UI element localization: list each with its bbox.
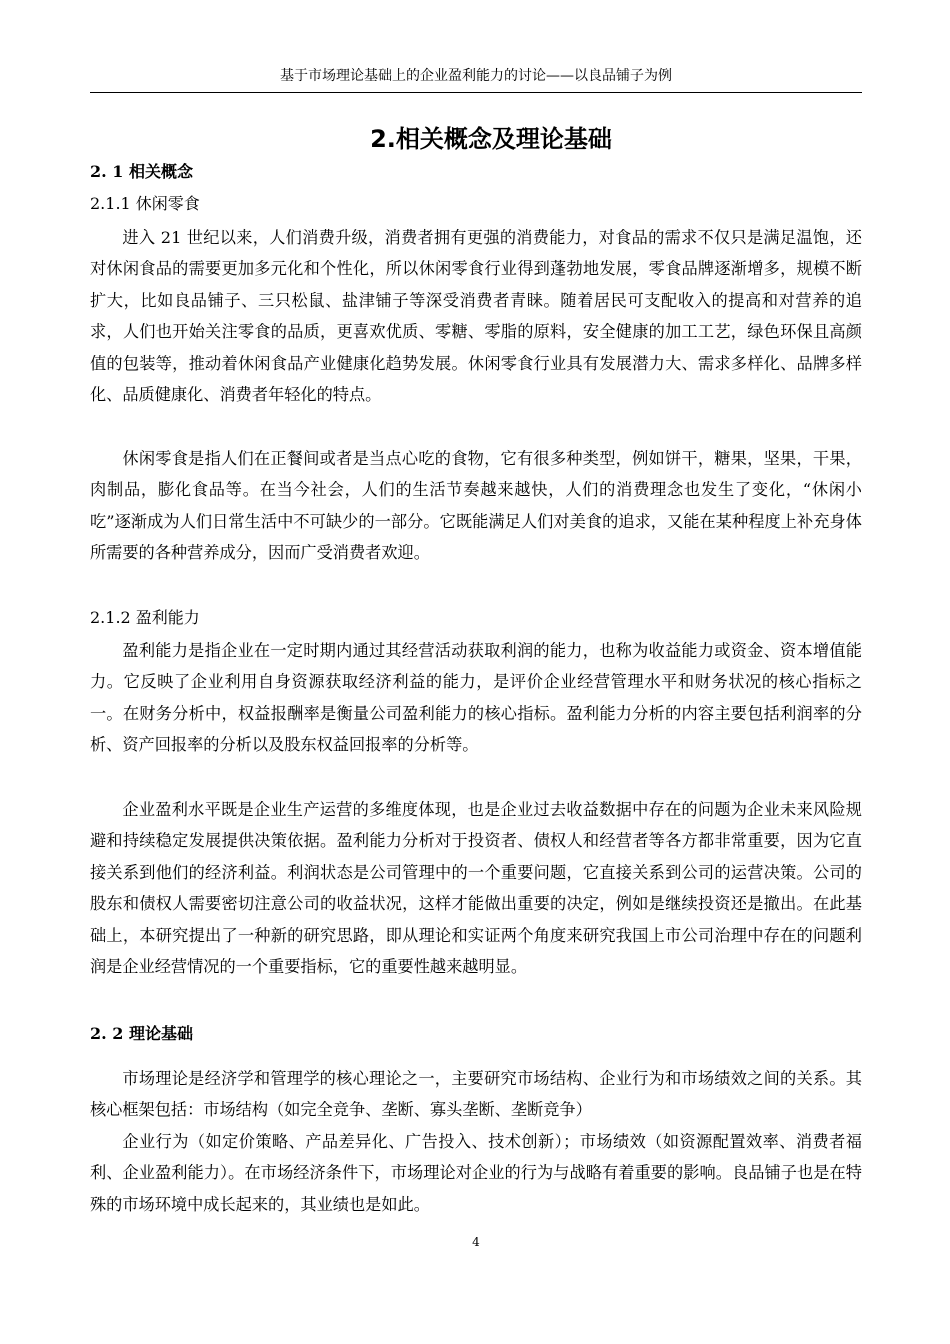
chapter-title: 2.相关概念及理论基础	[370, 125, 612, 153]
paragraph-profitability-1: 盈利能力是指企业在一定时期内通过其经营活动获取利润的能力，也称为收益能力或资金、资本增值能力。它反映了企业利用自身资源获取经济利益的能力，是评价企业经营管理水平和财务状况的核心指标之一。在财务分析中，权益报酬率是衡量公司盈利能力的核心指标。盈利能力分析的内容主要包括利润率的分析、资产回报率的分析以及股东权益回报率的分析等。	[90, 641, 862, 755]
section-heading-2-1-1: 2.1.1 休闲零食	[90, 194, 200, 213]
section-heading-2-1: 2. 1 相关概念	[90, 162, 193, 181]
paragraph-market-theory-b: 企业行为（如定价策略、产品差异化、广告投入、技术创新）；市场绩效（如资源配置效率、消费者福利、企业盈利能力）。在市场经济条件下，市场理论对企业的行为与战略有着重要的影响。良品铺子也是在特殊的市场环境中成长起来的，其业绩也是如此。	[90, 1132, 862, 1214]
paragraph-profitability-2: 企业盈利水平既是企业生产运营的多维度体现，也是企业过去收益数据中存在的问题为企业未来风险规避和持续稳定发展提供决策依据。盈利能力分析对于投资者、债权人和经营者等各方都非常重要，因为它直接关系到他们的经济利益。利润状态是公司管理中的一个重要问题，它直接关系到公司的运营决策。公司的股东和债权人需要密切注意公司的收益状况，这样才能做出重要的决定，例如是继续投资还是撤出。在此基础上，本研究提出了一种新的研究思路，即从理论和实证两个角度来研究我国上市公司治理中存在的问题利润是企业经营情况的一个重要指标，它的重要性越来越明显。	[90, 800, 862, 977]
section-heading-2-1-2: 2.1.2 盈利能力	[90, 608, 200, 627]
page-number: 4	[472, 1235, 480, 1249]
header-rule	[90, 92, 862, 93]
paragraph-snacks-2: 休闲零食是指人们在正餐间或者是当点心吃的食物，它有很多种类型，例如饼干，糖果，坚果，干果，肉制品，膨化食品等。在当今社会，人们的生活节奏越来越快，人们的消费理念也发生了变化，“休闲小吃”逐渐成为人们日常生活中不可缺少的一部分。它既能满足人们对美食的追求，又能在某种程度上补充身体所需要的各种营养成分，因而广受消费者欢迎。	[90, 449, 862, 563]
paragraph-snacks-1: 进入 21 世纪以来，人们消费升级，消费者拥有更强的消费能力，对食品的需求不仅只是满足温饱，还对休闲食品的需要更加多元化和个性化，所以休闲零食行业得到蓬勃地发展，零食品牌逐渐增多，规模不断扩大，比如良品铺子、三只松鼠、盐津铺子等深受消费者青睐。随着居民可支配收入的提高和对营养的追求，人们也开始关注零食的品质，更喜欢优质、零糖、零脂的原料，安全健康的加工工艺，绿色环保且高颜值的包装等，推动着休闲食品产业健康化趋势发展。休闲零食行业具有发展潜力大、需求多样化、品牌多样化、品质健康化、消费者年轻化的特点。	[90, 228, 862, 405]
section-heading-2-2: 2. 2 理论基础	[90, 1024, 193, 1043]
paragraph-market-theory-a: 市场理论是经济学和管理学的核心理论之一，主要研究市场结构、企业行为和市场绩效之间的关系。其核心框架包括：市场结构（如完全竞争、垄断、寡头垄断、垄断竞争）	[90, 1069, 862, 1120]
running-header: 基于市场理论基础上的企业盈利能力的讨论——以良品铺子为例	[280, 68, 672, 84]
